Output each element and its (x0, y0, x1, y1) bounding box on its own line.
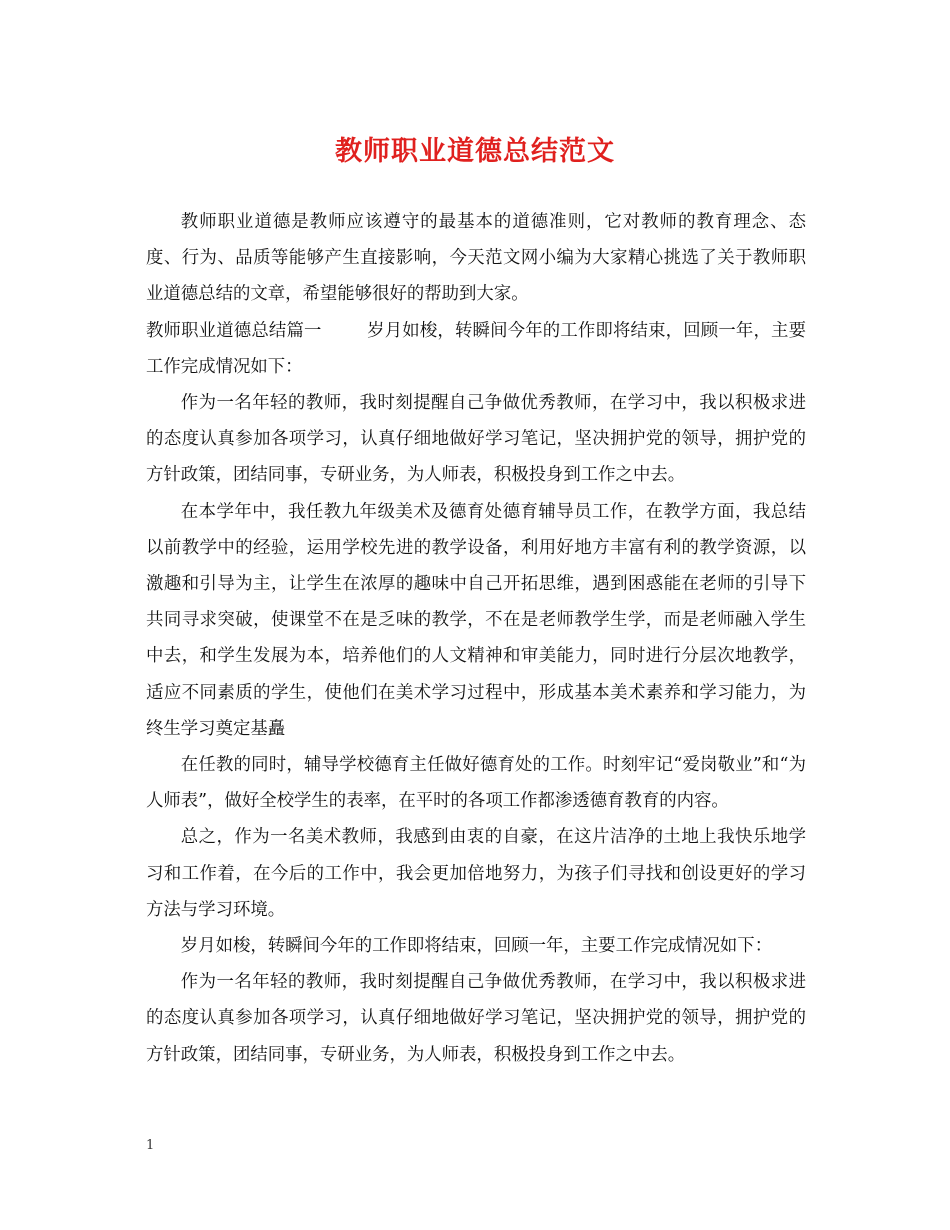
body-paragraph: 在本学年中，我任教九年级美术及德育处德育辅导员工作，在教学方面，我总结以前教学中的经验，运用学校先进的教学设备，利用好地方丰富有利的教学资源，以激趣和引导为主，让学生在浓厚的趣味中自己开拓思维，遇到困惑能在老师的引导下共同寻求突破，使课堂不在是乏味的教学，不在是老师教学生学，而是老师融入学生中去，和学生发展为本，培养他们的人文精神和审美能力，同时进行分层次地教学，适应不同素质的学生，使他们在美术学习过程中，形成基本美术素养和学习能力，为终生学习奠定基矗 (146, 501, 806, 739)
section-lead: 岁月如梭，转瞬间今年的工作即将结束，回顾一年，主要工作完成情况如下： (146, 320, 806, 377)
body-paragraph: 在任教的同时，辅导学校德育主任做好德育处的工作。时刻牢记“爱岗敬业”和“为人师表”，做好全校学生的表率，在平时的各项工作都渗透德育教育的内容。 (146, 755, 806, 812)
document-body (146, 204, 806, 1073)
body-paragraph: 总之，作为一名美术教师，我感到由衷的自豪，在这片洁净的土地上我快乐地学习和工作着，在今后的工作中，我会更加倍地努力，为孩子们寻找和创设更好的学习方法与学习环境。 (146, 827, 806, 920)
section-heading-paragraph (146, 313, 806, 385)
body-paragraph: 作为一名年轻的教师，我时刻提醒自己争做优秀教师，在学习中，我以积极求进的态度认真参加各项学习，认真仔细地做好学习笔记，坚决拥护党的领导，拥护党的方针政策，团结同事，专研业务，为人师表，积极投身到工作之中去。 (146, 972, 806, 1065)
intro-paragraph: 教师职业道德是教师应该遵守的最基本的道德准则，它对教师的教育理念、态度、行为、品质等能够产生直接影响，今天范文网小编为大家精心挑选了关于教师职业道德总结的文章，希望能够很好的帮助到大家。 (146, 212, 806, 305)
page-number: 1 (146, 1138, 155, 1153)
document-title: 教师职业道德总结范文 (335, 136, 615, 167)
section-heading: 教师职业道德总结篇一 (146, 320, 322, 341)
body-paragraph: 岁月如梭，转瞬间今年的工作即将结束，回顾一年，主要工作完成情况如下： (180, 936, 773, 957)
body-paragraph: 作为一名年轻的教师，我时刻提醒自己争做优秀教师，在学习中，我以积极求进的态度认真参加各项学习，认真仔细地做好学习笔记，坚决拥护党的领导，拥护党的方针政策，团结同事，专研业务，为人师表，积极投身到工作之中去。 (146, 393, 806, 486)
